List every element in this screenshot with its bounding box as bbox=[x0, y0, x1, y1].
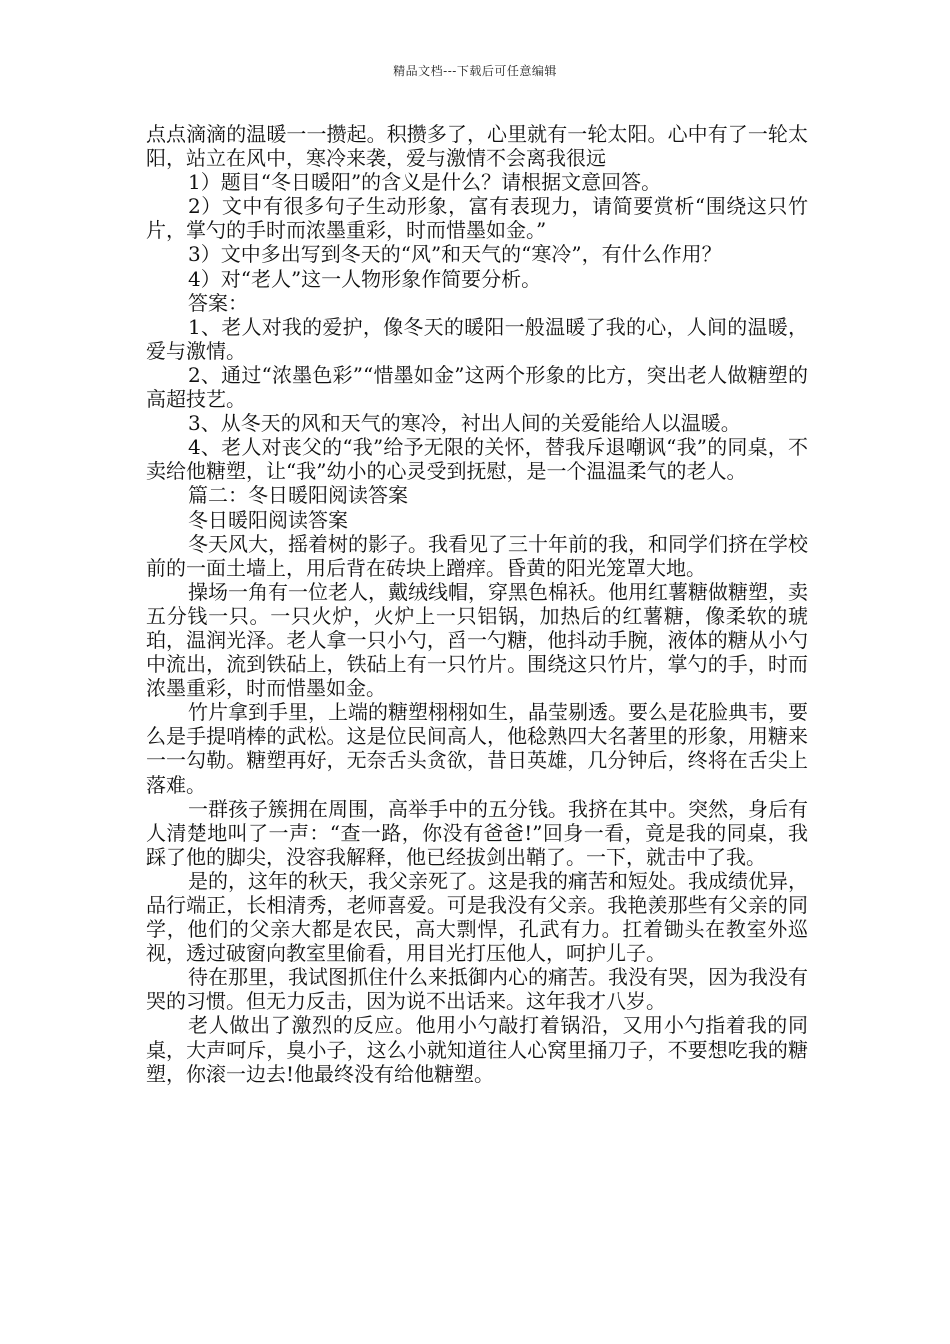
question-4: 4）对“老人”这一人物形象作简要分析。 bbox=[188, 266, 542, 291]
answer-heading: 答案： bbox=[188, 290, 248, 315]
article-title: 冬日暖阳阅读答案 bbox=[188, 507, 348, 532]
page-header: 精品文档---下载后可任意编辑 bbox=[393, 64, 557, 78]
paragraph: 点点滴滴的温暖一一攒起。积攒多了，心里就有一轮太阳。心中有了一轮太阳，站立在风中，寒冷来袭，爱与激情不会离我很远 bbox=[146, 122, 808, 171]
question-1: 1）题目“冬日暖阳”的含义是什么？请根据文意回答。 bbox=[188, 170, 662, 195]
paragraph: 待在那里，我试图抓住什么来抵御内心的痛苦。我没有哭，因为我没有哭的习惯。但无力反击，因为说不出话来。这年我才八岁。 bbox=[146, 965, 808, 1014]
paragraph: 冬天风大，摇着树的影子。我看见了三十年前的我，和同学们挤在学校前的一面土墙上，用后背在砖块上蹭痒。昏黄的阳光笼罩大地。 bbox=[146, 531, 808, 580]
paragraph: 竹片拿到手里，上端的糖塑栩栩如生，晶莹剔透。要么是花脸典韦，要么是手提哨棒的武松。这是位民间高人，他稔熟四大名著里的形象，用糖来一一勾勒。糖塑再好，无奈舌头贪欲，昔日英雄，几分钟后，终将在舌尖上落难。 bbox=[146, 700, 808, 797]
paragraph: 老人做出了激烈的反应。他用小勺敲打着锅沿，又用小勺指着我的同桌，大声呵斥，臭小子，这么小就知道往人心窝里捅刀子，不要想吃我的糖塑，你滚一边去!他最终没有给他糖塑。 bbox=[146, 1013, 808, 1086]
document-body bbox=[146, 122, 808, 1086]
paragraph: 操场一角有一位老人，戴绒线帽，穿黑色棉袄。他用红薯糖做糖塑，卖五分钱一只。一只火炉，火炉上一只铝锅，加热后的红薯糖，像柔软的琥珀，温润光泽。老人拿一只小勺，舀一勺糖，他抖动手腕，液体的糖从小勺中流出，流到铁砧上，铁砧上有一只竹片。围绕这只竹片，掌勺的手，时而浓墨重彩，时而惜墨如金。 bbox=[146, 579, 808, 701]
question-3: 3）文中多出写到冬天的“风”和天气的“寒冷”，有什么作用？ bbox=[188, 242, 722, 267]
answer-4: 4、老人对丧父的“我”给予无限的关怀，替我斥退嘲讽“我”的同桌，不卖给他糖塑，让“我”幼小的心灵受到抚慰，是一个温温柔气的老人。 bbox=[146, 435, 808, 484]
answer-3: 3、从冬天的风和天气的寒冷，衬出人间的关爱能给人以温暖。 bbox=[188, 411, 741, 436]
question-2: 2）文中有很多句子生动形象，富有表现力，请简要赏析“围绕这只竹片，掌勺的手时而浓墨重彩，时而惜墨如金。” bbox=[146, 194, 808, 243]
paragraph: 是的，这年的秋天，我父亲死了。这是我的痛苦和短处。我成绩优异，品行端正，长相清秀，老师喜爱。可是我没有父亲。我艳羡那些有父亲的同学，他们的父亲大都是农民，高大剽悍，孔武有力。扛着锄头在教室外巡视，透过破窗向教室里偷看，用目光打压他人，呵护儿子。 bbox=[146, 868, 808, 966]
answer-1: 1、老人对我的爱护，像冬天的暖阳一般温暖了我的心，人间的温暖，爱与激情。 bbox=[146, 314, 808, 363]
paragraph: 一群孩子簇拥在周围，高举手中的五分钱。我挤在其中。突然，身后有人清楚地叫了一声：“查一路，你没有爸爸!”回身一看，竟是我的同桌，我踩了他的脚尖，没容我解释，他已经拔剑出鞘了。一下，就击中了我。 bbox=[146, 796, 808, 869]
answer-2: 2、通过“浓墨色彩”“惜墨如金”这两个形象的比方，突出老人做糖塑的高超技艺。 bbox=[146, 362, 808, 412]
section-heading: 篇二：冬日暖阳阅读答案 bbox=[188, 483, 408, 508]
